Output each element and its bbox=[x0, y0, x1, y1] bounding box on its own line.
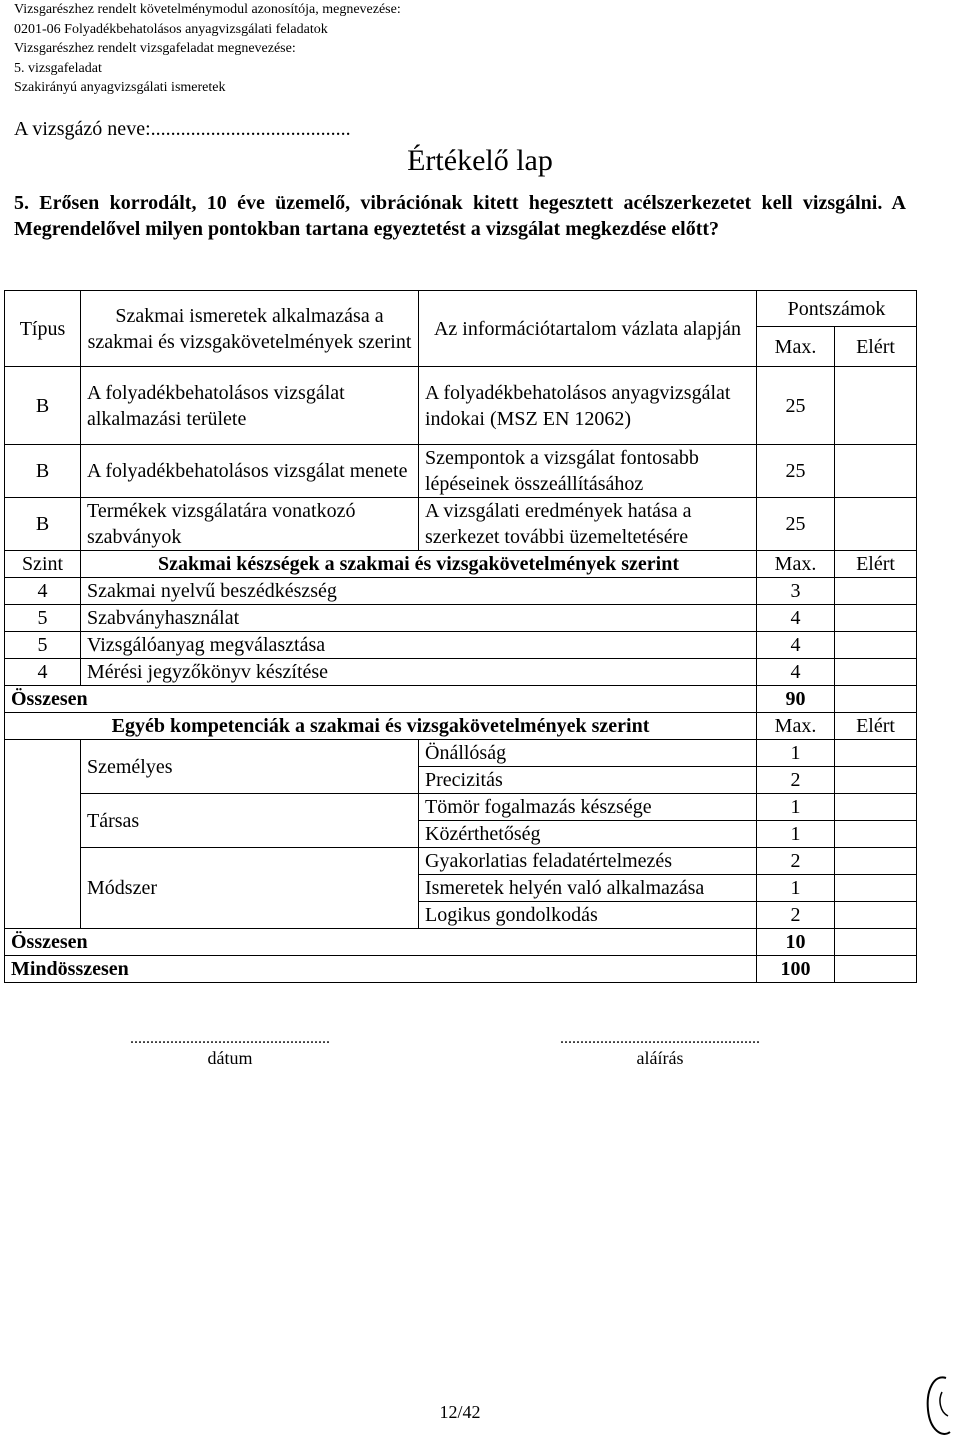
skills-max-header: Max. bbox=[757, 551, 835, 578]
achieved-cell bbox=[835, 767, 917, 794]
level-cell: 5 bbox=[5, 605, 81, 632]
competency-item: Közérthetőség bbox=[419, 821, 757, 848]
page-number: 12/42 bbox=[439, 1402, 481, 1422]
achieved-cell bbox=[835, 367, 917, 445]
max-cell: 2 bbox=[757, 848, 835, 875]
header-line: Szakirányú anyagvizsgálati ismeretek bbox=[14, 80, 226, 95]
subtotal-max: 90 bbox=[757, 686, 835, 713]
max-cell: 4 bbox=[757, 605, 835, 632]
competency-item: Precizitás bbox=[419, 767, 757, 794]
type-cell: B bbox=[5, 498, 81, 551]
achieved-cell bbox=[835, 821, 917, 848]
document-header bbox=[14, 0, 401, 98]
col-header-max: Max. bbox=[757, 327, 835, 367]
evaluation-table bbox=[4, 290, 917, 983]
max-cell: 3 bbox=[757, 578, 835, 605]
max-cell: 1 bbox=[757, 794, 835, 821]
achieved-cell bbox=[835, 848, 917, 875]
col-header-info: Az információtartalom vázlata alapján bbox=[419, 291, 757, 367]
max-cell: 25 bbox=[757, 367, 835, 445]
max-cell: 1 bbox=[757, 821, 835, 848]
achieved-cell bbox=[835, 794, 917, 821]
max-cell: 4 bbox=[757, 659, 835, 686]
max-cell: 2 bbox=[757, 902, 835, 929]
signature-dots: .................................................. bbox=[560, 1030, 760, 1047]
info-cell: A folyadékbehatolásos anyagvizsgálat indokai (MSZ EN 12062) bbox=[419, 367, 757, 445]
subtotal-label: Összesen bbox=[5, 929, 757, 956]
knowledge-cell: A folyadékbehatolásos vizsgálat alkalmazási területe bbox=[81, 367, 419, 445]
skills-title: Szakmai készségek a szakmai és vizsgakövetelmények szerint bbox=[81, 551, 757, 578]
max-cell: 25 bbox=[757, 498, 835, 551]
competency-item: Logikus gondolkodás bbox=[419, 902, 757, 929]
table-row bbox=[5, 578, 917, 605]
skills-level-header: Szint bbox=[5, 551, 81, 578]
knowledge-cell: A folyadékbehatolásos vizsgálat menete bbox=[81, 445, 419, 498]
knowledge-cell: Termékek vizsgálatára vonatkozó szabványok bbox=[81, 498, 419, 551]
skill-cell: Szabványhasználat bbox=[81, 605, 757, 632]
table-row bbox=[5, 367, 917, 445]
table-row bbox=[5, 632, 917, 659]
competency-item: Tömör fogalmazás készsége bbox=[419, 794, 757, 821]
max-cell: 25 bbox=[757, 445, 835, 498]
max-cell: 1 bbox=[757, 740, 835, 767]
page-title: Értékelő lap bbox=[407, 144, 553, 177]
skill-cell: Szakmai nyelvű beszédkészség bbox=[81, 578, 757, 605]
level-cell: 4 bbox=[5, 578, 81, 605]
achieved-cell bbox=[835, 929, 917, 956]
type-cell: B bbox=[5, 367, 81, 445]
competency-item: Gyakorlatias feladatértelmezés bbox=[419, 848, 757, 875]
skill-cell: Vizsgálóanyag megválasztása bbox=[81, 632, 757, 659]
handwritten-mark-icon bbox=[920, 1370, 956, 1442]
achieved-cell bbox=[835, 875, 917, 902]
skill-cell: Mérési jegyzőkönyv készítése bbox=[81, 659, 757, 686]
level-cell: 5 bbox=[5, 632, 81, 659]
header-line: 5. vizsgafeladat bbox=[14, 60, 102, 76]
achieved-cell bbox=[835, 498, 917, 551]
competency-item: Önállóság bbox=[419, 740, 757, 767]
col-header-type: Típus bbox=[5, 291, 81, 367]
achieved-cell bbox=[835, 740, 917, 767]
competency-group: Módszer bbox=[81, 848, 419, 929]
max-cell: 4 bbox=[757, 632, 835, 659]
date-dots: .................................................. bbox=[130, 1030, 330, 1047]
other-achieved-header: Elért bbox=[835, 713, 917, 740]
candidate-name-field: A vizsgázó neve:........................................ bbox=[14, 118, 351, 140]
info-cell: A vizsgálati eredmények hatása a szerkezet további üzemeltetésére bbox=[419, 498, 757, 551]
signature-label: aláírás bbox=[636, 1048, 684, 1068]
competency-item: Ismeretek helyén való alkalmazása bbox=[419, 875, 757, 902]
subtotal-max: 10 bbox=[757, 929, 835, 956]
col-header-achieved: Elért bbox=[835, 327, 917, 367]
achieved-cell bbox=[835, 605, 917, 632]
other-competencies-title: Egyéb kompetenciák a szakmai és vizsgakövetelmények szerint bbox=[5, 713, 757, 740]
achieved-cell bbox=[835, 902, 917, 929]
type-cell: B bbox=[5, 445, 81, 498]
grand-total-max: 100 bbox=[757, 956, 835, 983]
skills-achieved-header: Elért bbox=[835, 551, 917, 578]
achieved-cell bbox=[835, 632, 917, 659]
other-max-header: Max. bbox=[757, 713, 835, 740]
table-row bbox=[5, 445, 917, 498]
subtotal-label: Összesen bbox=[5, 686, 757, 713]
info-cell: Szempontok a vizsgálat fontosabb lépéseinek összeállításához bbox=[419, 445, 757, 498]
competency-group: Társas bbox=[81, 794, 419, 848]
blank-column-cell bbox=[5, 740, 81, 929]
date-label: dátum bbox=[207, 1048, 253, 1068]
table-row bbox=[5, 498, 917, 551]
grand-total-label: Mindösszesen bbox=[5, 956, 757, 983]
col-header-knowledge: Szakmai ismeretek alkalmazása a szakmai és vizsgakövetelmények szerint bbox=[81, 291, 419, 367]
table-row bbox=[5, 659, 917, 686]
header-line: 0201-06 Folyadékbehatolásos anyagvizsgálati feladatok bbox=[14, 21, 328, 37]
signature-block bbox=[520, 1030, 800, 1069]
competency-group: Személyes bbox=[81, 740, 419, 794]
max-cell: 2 bbox=[757, 767, 835, 794]
col-header-points: Pontszámok bbox=[757, 291, 917, 327]
header-line: Vizsgarészhez rendelt vizsgafeladat megnevezése: bbox=[14, 41, 296, 56]
level-cell: 4 bbox=[5, 659, 81, 686]
table-row bbox=[5, 605, 917, 632]
achieved-cell bbox=[835, 686, 917, 713]
date-signature-block bbox=[90, 1030, 370, 1069]
achieved-cell bbox=[835, 578, 917, 605]
header-line: Vizsgarészhez rendelt követelménymodul azonosítója, megnevezése: bbox=[14, 2, 401, 17]
max-cell: 1 bbox=[757, 875, 835, 902]
achieved-cell bbox=[835, 956, 917, 983]
exam-question: 5. Erősen korrodált, 10 éve üzemelő, vibrációnak kitett hegesztett acélszerkezetet kell vizsgálni. A Megrendelővel milyen pontokban tartana egyeztetést a vizsgálat megkezdése előtt? bbox=[14, 192, 906, 240]
achieved-cell bbox=[835, 445, 917, 498]
achieved-cell bbox=[835, 659, 917, 686]
